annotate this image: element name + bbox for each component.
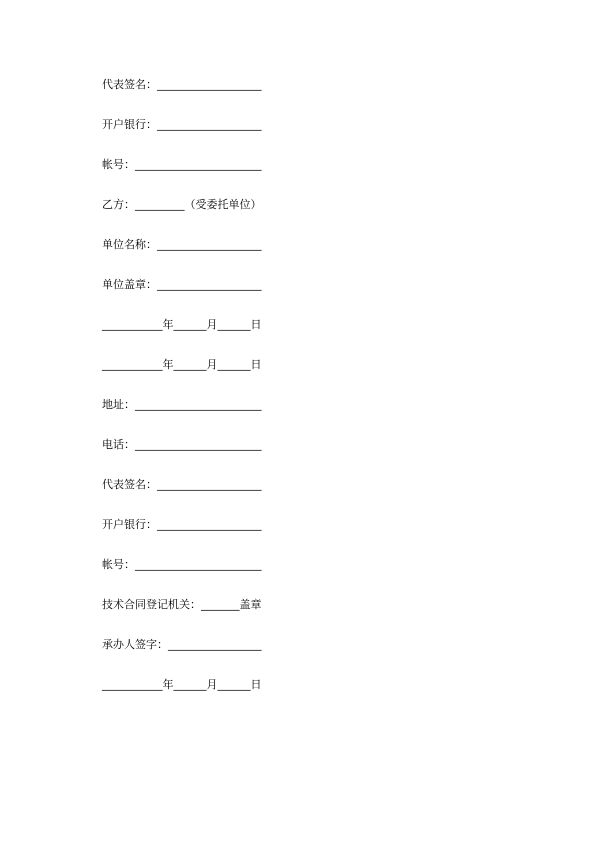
handler-signature-line: 承办人签字：_________________: [102, 638, 262, 651]
date-line-1: ___________年______月______日: [102, 318, 262, 331]
bank-line-1: 开户银行：___________________: [102, 118, 262, 131]
representative-signature-line-1: 代表签名：___________________: [102, 78, 262, 91]
date-line-3: ___________年______月______日: [102, 678, 262, 691]
account-number-line-1: 帐号：_______________________: [102, 158, 262, 171]
bank-line-2: 开户银行：___________________: [102, 518, 262, 531]
phone-line: 电话：_______________________: [102, 438, 262, 451]
account-number-line-2: 帐号：_______________________: [102, 558, 262, 571]
date-line-2: ___________年______月______日: [102, 358, 262, 371]
representative-signature-line-2: 代表签名：___________________: [102, 478, 262, 491]
party-b-line: 乙方：_________（受委托单位）: [102, 198, 262, 211]
address-line: 地址：_______________________: [102, 398, 262, 411]
organization-seal-line: 单位盖章：___________________: [102, 278, 262, 291]
organization-name-line: 单位名称：___________________: [102, 238, 262, 251]
registration-authority-line: 技术合同登记机关：_______盖章: [102, 598, 262, 611]
